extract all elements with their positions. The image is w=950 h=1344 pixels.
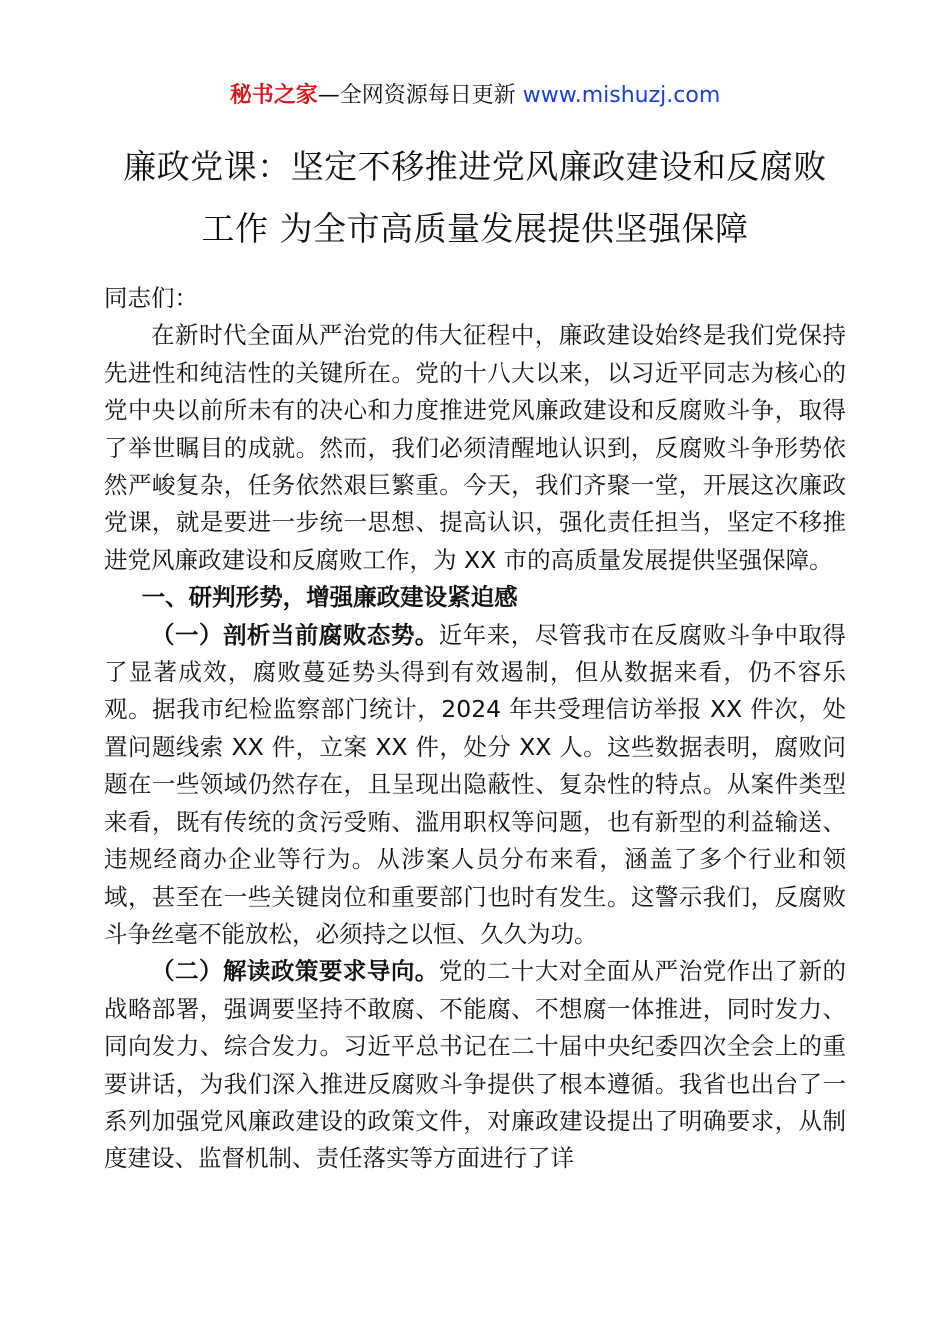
paragraph-1 [104,617,846,954]
paragraph-2 [104,953,846,1177]
title-line-1: 廉政党课：坚定不移推进党风廉政建设和反腐败 [123,147,827,186]
document-body [104,280,846,1178]
banner-url-link[interactable]: www.mishuzj.com [522,83,721,108]
banner-brand: 秘书之家 [229,83,318,108]
salutation: 同志们： [104,284,198,312]
intro-paragraph: 在新时代全面从严治党的伟大征程中，廉政建设始终是我们党保持先进性和纯洁性的关键所在。党的十八大以来，以习近平同志为核心的党中央以前所未有的决心和力度推进党风廉政建设和反腐败斗争，取得了举世瞩目的成就。然而，我们必须清醒地认识到，反腐败斗争形势依然严峻复杂，任务依然艰巨繁重。今天，我们齐聚一堂，开展这次廉政党课，就是要进一步统一思想、提高认识，强化责任担当，坚定不移推进党风廉政建设和反腐败工作，为 XX 市的高质量发展提供坚强保障。 [104,321,846,574]
banner-slogan: —全网资源每日更新 [317,83,516,108]
paragraph-1-heading: （一）剖析当前腐败态势。 [151,620,439,649]
paragraph-2-heading: （二）解读政策要求导向。 [151,957,439,986]
section-heading-1: 一、研判形势，增强廉政建设紧迫感 [141,583,518,612]
paragraph-2-body: 党的二十大对全面从严治党作出了新的战略部署，强调要坚持不敢腐、不能腐、不想腐一体推进，同时发力、同向发力、综合发力。习近平总书记在二十届中央纪委四次全会上的重要讲话，为我们深入推进反腐败斗争提供了根本遵循。我省也出台了一系列加强党风廉政建设的政策文件，对廉政建设提出了明确要求，从制度建设、监督机制、责任落实等方面进行了详 [104,957,847,1173]
title-line-2: 工作 为全市高质量发展提供坚强保障 [201,209,749,248]
site-banner [104,0,846,112]
document-title [104,136,846,260]
paragraph-1-body: 近年来，尽管我市在反腐败斗争中取得了显著成效，腐败蔓延势头得到有效遏制，但从数据来看，仍不容乐观。据我市纪检监察部门统计，2024 年共受理信访举报 XX 件次，处置问题线索 XX 件，立案 XX 件，处分 XX 人。这些数据表明，腐败问题在一些领域仍然存在，且呈现出隐蔽性、复杂性的特点。从案件类型来看，既有传统的贪污受贿、滥用职权等问题，也有新型的利益输送、违规经商办企业等行为。从涉案人员分布来看，涵盖了多个行业和领域，甚至在一些关键岗位和重要部门也时有发生。这警示我们，反腐败斗争丝毫不能放松，必须持之以恒、久久为功。 [104,620,847,948]
